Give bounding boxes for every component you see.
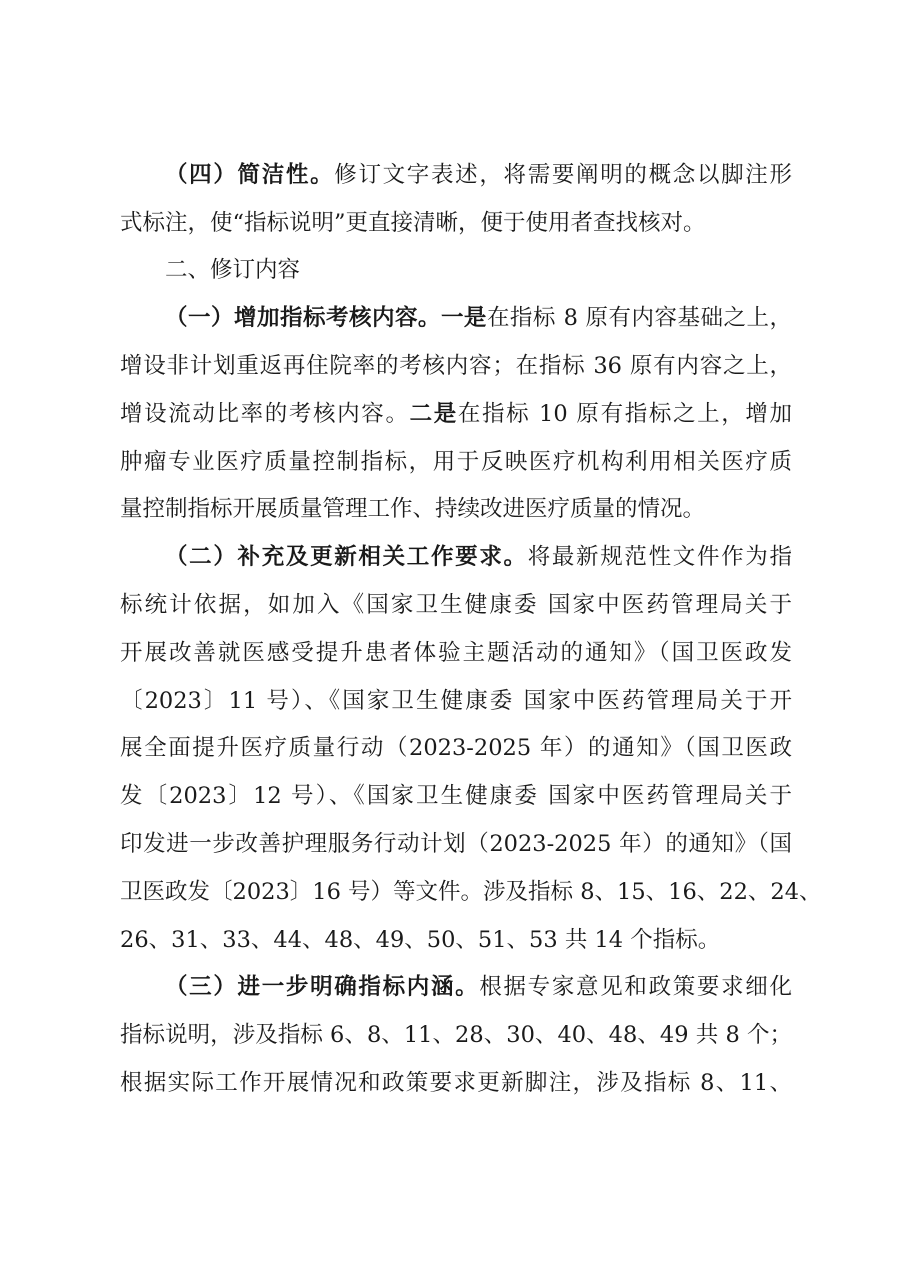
paragraph-line: 指标说明，涉及指标 6、8、11、28、30、40、48、49 共 8 个； [120, 1022, 792, 1048]
paragraph-line [165, 540, 792, 574]
section-label: （二）补充及更新相关工作要求。 [165, 544, 528, 570]
paragraph-line [165, 301, 792, 335]
paragraph-line: 标统计依据，如加入《国家卫生健康委 国家中医药管理局关于 [120, 592, 792, 618]
section-heading: 二、修订内容 [165, 257, 301, 283]
paragraph-line: 〔2023〕11 号）、《国家卫生健康委 国家中医药管理局关于开 [120, 688, 792, 714]
paragraph-line: 展全面提升医疗质量行动（2023-2025 年）的通知》（国卫医政 [120, 735, 792, 761]
keyword: 二是 [409, 401, 458, 427]
text: 根据专家意见和政策要求细化 [479, 974, 792, 1000]
section-label: （三）进一步明确指标内涵。 [165, 974, 480, 1000]
paragraph-line [120, 397, 792, 431]
text: 修订文字表述，将需要阐明的概念以脚注形 [334, 162, 792, 188]
section-label: （四）简洁性。 [165, 162, 335, 188]
paragraph-line: 根据实际工作开展情况和政策要求更新脚注，涉及指标 8、11、 [120, 1070, 792, 1096]
paragraph-line [165, 158, 792, 192]
paragraph-line: 26、31、33、44、48、49、50、51、53 共 14 个指标。 [120, 927, 721, 953]
paragraph-line: 发〔2023〕12 号）、《国家卫生健康委 国家中医药管理局关于 [120, 783, 792, 809]
text: 将最新规范性文件作为指 [527, 544, 792, 570]
paragraph-line: 卫医政发〔2023〕16 号）等文件。涉及指标 8、15、16、22、24、 [120, 879, 822, 905]
section-label: （一）增加指标考核内容。 [165, 305, 441, 331]
paragraph-line: 肿瘤专业医疗质量控制指标，用于反映医疗机构利用相关医疗质 [120, 449, 792, 475]
text: 在指标 8 原有内容基础之上， [486, 305, 792, 331]
paragraph-line: 印发进一步改善护理服务行动计划（2023-2025 年）的通知》（国 [120, 831, 792, 857]
text: 在指标 10 原有指标之上，增加 [457, 401, 792, 427]
paragraph-line: 增设非计划重返再住院率的考核内容；在指标 36 原有内容之上， [120, 353, 792, 379]
keyword: 一是 [440, 305, 487, 331]
paragraph-line [165, 970, 792, 1004]
paragraph-line: 式标注，使“指标说明”更直接清晰，便于使用者查找核对。 [120, 210, 706, 236]
paragraph-line: 开展改善就医感受提升患者体验主题活动的通知》（国卫医政发 [120, 640, 792, 666]
paragraph-line: 量控制指标开展质量管理工作、持续改进医疗质量的情况。 [120, 496, 706, 522]
text: 增设流动比率的考核内容。 [120, 401, 410, 427]
